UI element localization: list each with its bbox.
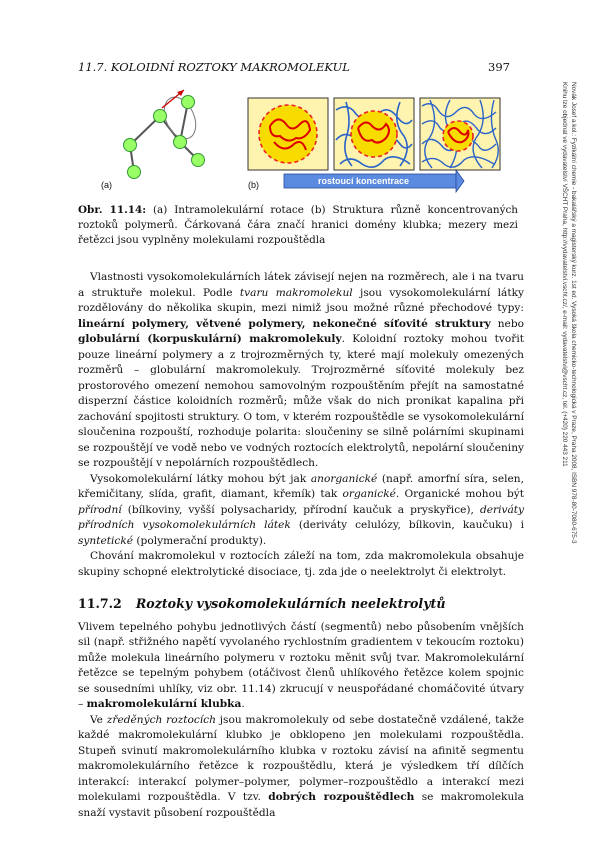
figure-label-a: (a) xyxy=(101,180,112,190)
bold-term: makromolekulární klubka xyxy=(86,698,242,710)
italic-term: zředěných roztocích xyxy=(106,713,216,726)
text-run: Vlastnosti vysokomolekulárních látek závisejí nejen na rozměrech, ale i na tvaru a struktuře molekul. Podle xyxy=(78,271,524,299)
panel-concentrated xyxy=(420,98,500,170)
text-run: Chování makromolekul v roztocích záleží na tom, zda makromolekula obsahuje skupiny schopné elektrolytické disociace, tj. zda jde o neelektrolyt či elektrolyt. xyxy=(78,550,524,578)
running-title: 11.7. KOLOIDNÍ ROZTOKY MAKROMOLEKUL xyxy=(78,60,350,74)
paragraph xyxy=(78,620,524,713)
text-run: (deriváty celulózy, bílkovin, kaučuku) i xyxy=(290,519,524,531)
bold-term: dobrých rozpouštědlech xyxy=(268,791,415,803)
paragraph xyxy=(78,549,524,580)
text-run: jsou vysokomolekulární látky rozdělovány do několika skupin, mezi nimiž jsou možné různé přechodové typy: xyxy=(78,286,525,314)
rotation-diagram xyxy=(124,90,205,179)
page-number: 397 xyxy=(488,60,510,74)
text-run: . xyxy=(241,698,245,710)
text-run: Ve xyxy=(90,713,107,726)
text-run: . Organické mohou být xyxy=(395,488,525,500)
text-run: (např. amorfní síra, selen, křemičitany, slída, grafit, diamant, křemík) tak xyxy=(78,472,524,500)
arrow-label: rostoucí koncentrace xyxy=(318,176,410,186)
figure-drawing xyxy=(78,80,518,195)
panel-dilute xyxy=(248,98,328,170)
caption-prefix: Obr. 11.14: xyxy=(78,204,147,216)
text-run: jsou makromolekuly od sebe dostatečně vzdálené, takže každé makromolekulární klubko je obklopeno jen molekulami rozpouštědla. Stupeň svinutí makromolekulárního klubka v roztoku závisí na afinitě segmentu makromolekulárního řetězce k rozpouštědlu, která je výsledkem tří dílčích interakcí: interakcí polymer–polymer, polymer–rozpouštědlo a interakcí mezi molekulami rozpouštědla. V tzv. xyxy=(78,713,524,803)
side-note-line2: Knihu lze objednat ve vydavatelství VŠCHT Praha, http://vydavatelstvi.vscht.cz/, e-mail: vydavatelstvi@vscht.cz, tel. (+420) 220 443 211 xyxy=(561,82,568,467)
side-note xyxy=(548,82,578,702)
italic-term: přírodní xyxy=(78,503,122,516)
side-note-line1: Novák Josef a kol.: Fyzikální chemie - bakalářský a magisterský kurz. 1st ed. Vysoká škola chemicko-technologická v Praze, Praha 2008, ISBN 978-80-7080-675-3 xyxy=(570,82,577,544)
italic-term: anorganické xyxy=(310,472,378,485)
figure-label-b: (b) xyxy=(248,180,259,190)
running-header xyxy=(78,60,510,76)
paragraph xyxy=(78,713,524,822)
text-run: (bílkoviny, vyšší polysacharidy, přírodní kaučuk a pryskyřice), xyxy=(121,503,480,516)
italic-term: syntetické xyxy=(78,534,134,547)
section-number: 11.7.2 xyxy=(78,596,122,611)
bold-term: globulární (korpuskulární) makromolekuly xyxy=(78,333,342,345)
italic-term: tvaru makromolekul xyxy=(239,286,353,299)
figure-caption xyxy=(78,203,518,248)
section-heading xyxy=(78,596,524,612)
italic-term: organické xyxy=(342,488,396,500)
body-text xyxy=(78,270,524,821)
paragraph xyxy=(78,270,524,472)
figure-11-14 xyxy=(78,80,518,195)
text-run: nebo xyxy=(490,317,524,330)
italic-term: deriváty přírodních vysokomolekulárních látek xyxy=(78,503,524,531)
text-run: (polymerační produkty). xyxy=(133,534,267,547)
text-run: . Koloidní roztoky mohou tvořit pouze lineární polymery a z trojrozměrných ty, které mají molekuly omezených rozměrů – globulární makromolekuly. Trojrozměrné síťovité molekuly bez prostorového omezení nemohou samovolným rozpouštěním přejít na samostatné disperzní částice koloidních rozměrů; může však do nich pronikat kapalina při zachování spojitosti struktury. O tom, v kterém rozpouštědle se vysokomolekulární sloučenina rozpouští, rozhoduje polarita: sloučeniny se silně polárními skupinami se rozpouštějí ve vodě nebo ve vodných roztocích elektrolytů, nepolární sloučeniny se rozpouštějí v nepolárních rozpouštědlech. xyxy=(78,333,524,469)
section-title: Roztoky vysokomolekulárních neelektrolytů xyxy=(135,596,446,611)
text-run: Vlivem tepelného pohybu jednotlivých částí (segmentů) nebo působením vnějších sil (např. střižného napětí vyvolaného rychlostním gradientem v tekoucím roztoku) může molekula lineárního polymeru v roztoku měnit svůj tvar. Makromolekulární řetězce se tepelným pohybem (otáčivost členů uhlíkového řetězce kolem spojnic se sousedními uhlíky, viz obr. 11.14) zkrucují v neuspořádané chomáčovité útvary – xyxy=(78,620,524,710)
bold-term: lineární polymery, větvené polymery, nekonečné síťovité struktury xyxy=(78,317,491,330)
text-run: Vysokomolekulární látky mohou být jak xyxy=(90,472,311,485)
caption-text: (a) Intramolekulární rotace (b) Struktura různě koncentrovaných roztoků polymerů. Čárkovaná čára značí hranici domény klubka; mezery mezi řetězci jsou vyplněny molekulami rozpouštědla xyxy=(78,204,518,246)
paragraph xyxy=(78,472,524,550)
panel-semidilute xyxy=(334,98,414,170)
text-run: se makromolekula snaží vystavit působení rozpouštědla xyxy=(78,791,524,819)
